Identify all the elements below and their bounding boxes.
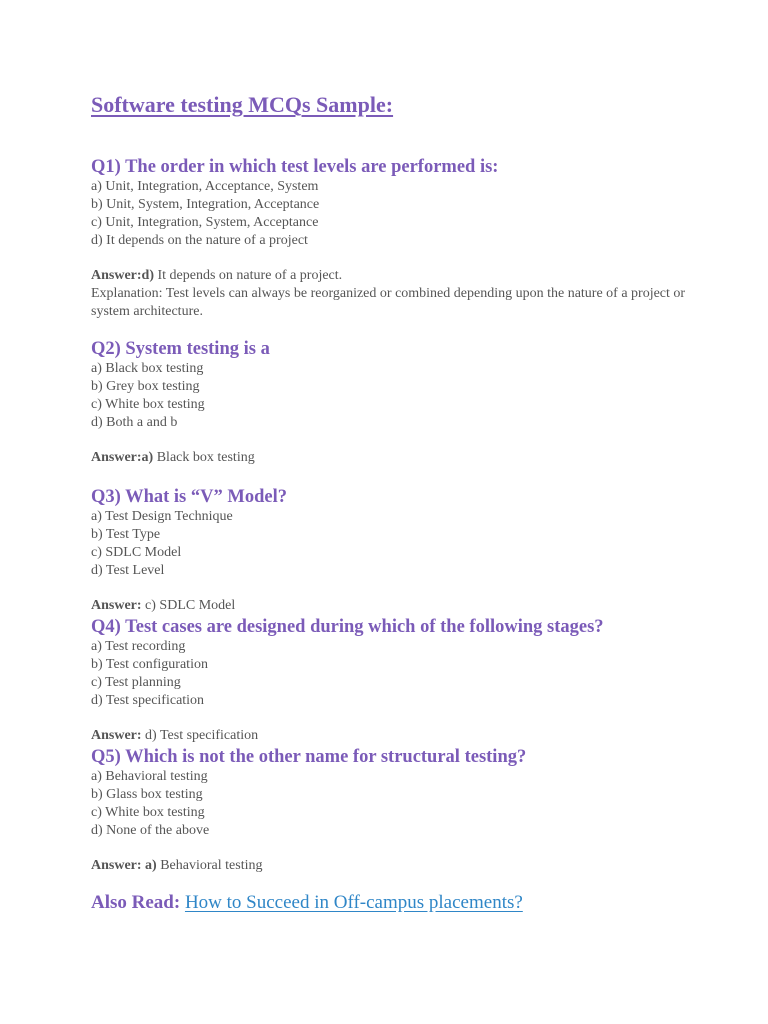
question-heading: Q4) Test cases are designed during which of the following stages?	[91, 617, 604, 637]
option: a) Test recording	[91, 639, 186, 654]
option: b) Glass box testing	[91, 787, 203, 802]
option: b) Test configuration	[91, 657, 208, 672]
answer-line	[91, 267, 691, 285]
answer-line	[91, 449, 691, 467]
question-heading: Q5) Which is not the other name for structural testing?	[91, 747, 527, 767]
page-title: Software testing MCQs Sample:	[91, 92, 394, 117]
answer-text: Black box testing	[153, 450, 255, 465]
answer-label: Answer:	[91, 728, 142, 743]
question-block-4	[91, 616, 691, 745]
question-block-3	[91, 486, 691, 615]
option: c) Test planning	[91, 675, 181, 690]
question-heading: Q3) What is “V” Model?	[91, 487, 287, 507]
also-read-label: Also Read:	[91, 892, 181, 913]
option: d) It depends on the nature of a project	[91, 233, 308, 248]
option: d) Test specification	[91, 693, 205, 708]
option: d) Test Level	[91, 563, 165, 578]
question-heading: Q2) System testing is a	[91, 339, 270, 359]
option: b) Grey box testing	[91, 379, 200, 394]
question-heading: Q1) The order in which test levels are performed is:	[91, 157, 499, 177]
answer-text: It depends on nature of a project.	[154, 268, 343, 283]
option: a) Black box testing	[91, 361, 204, 376]
answer-label: Answer:	[91, 598, 142, 613]
explanation: Explanation: Test levels can always be reorganized or combined depending upon the nature of a project or system architecture.	[91, 286, 686, 319]
question-block-2	[91, 338, 691, 467]
option: d) Both a and b	[91, 415, 178, 430]
answer-label: Answer:a)	[91, 450, 154, 465]
option: d) None of the above	[91, 823, 210, 838]
answer-text: d) Test specification	[141, 728, 259, 743]
answer-text: Behavioral testing	[156, 858, 263, 873]
also-read	[91, 892, 523, 914]
answer-line	[91, 857, 691, 875]
option: a) Behavioral testing	[91, 769, 208, 784]
answer-label: Answer:d)	[91, 268, 154, 283]
option: c) White box testing	[91, 397, 205, 412]
answer-line	[91, 597, 691, 615]
option: a) Test Design Technique	[91, 509, 233, 524]
question-block-1	[91, 156, 691, 321]
option: b) Test Type	[91, 527, 161, 542]
question-block-5	[91, 746, 691, 875]
option: c) Unit, Integration, System, Acceptance	[91, 215, 319, 230]
option: b) Unit, System, Integration, Acceptance	[91, 197, 320, 212]
answer-text: c) SDLC Model	[141, 598, 236, 613]
answer-label: Answer: a)	[91, 858, 157, 873]
option: a) Unit, Integration, Acceptance, System	[91, 179, 319, 194]
also-read-link[interactable]: How to Succeed in Off-campus placements?	[184, 892, 523, 913]
option: c) White box testing	[91, 805, 205, 820]
option: c) SDLC Model	[91, 545, 182, 560]
answer-line	[91, 727, 691, 745]
